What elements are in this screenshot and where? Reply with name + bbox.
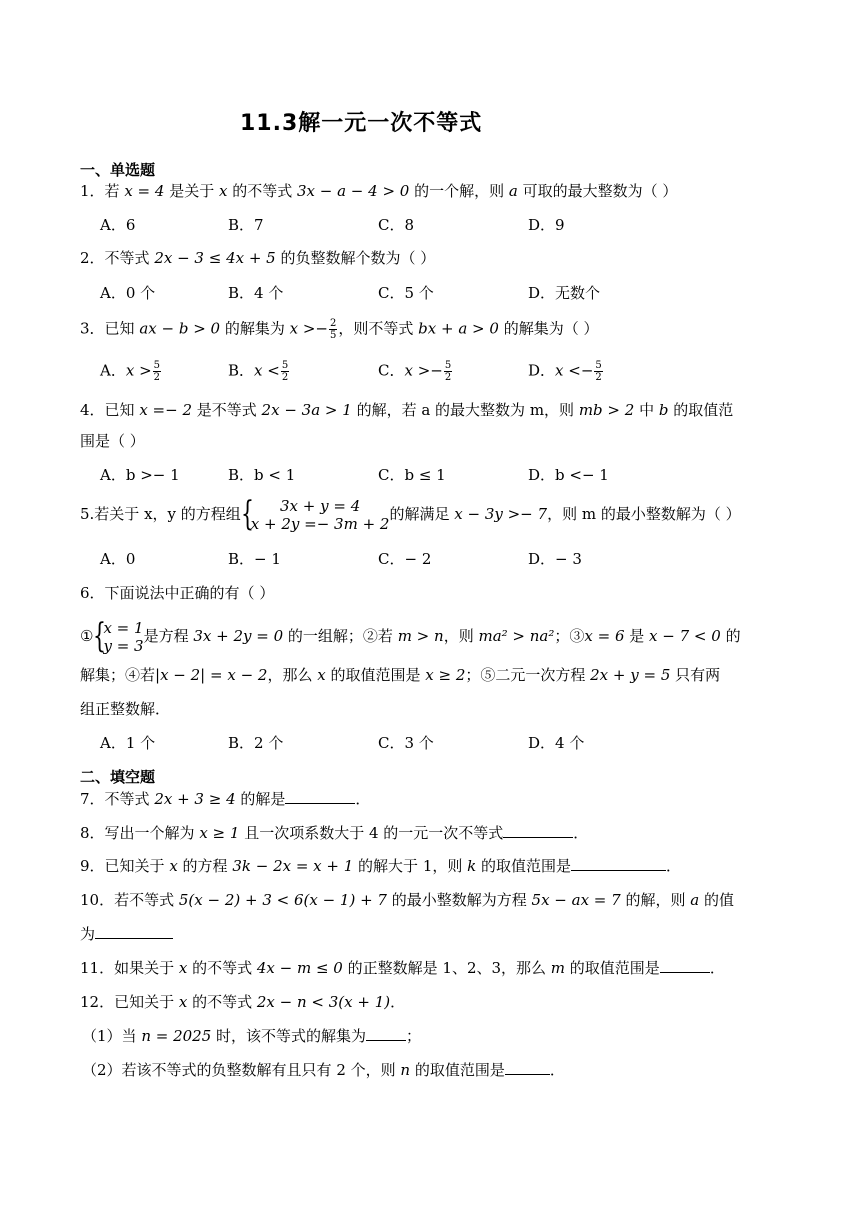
question-6-option-b: B．2 个 bbox=[228, 734, 284, 752]
question-3-option-c bbox=[378, 360, 453, 383]
math-expr: x >− bbox=[289, 319, 328, 338]
math-var: x bbox=[317, 666, 326, 684]
equation-row: x = 1 bbox=[103, 619, 144, 637]
brace-icon: { bbox=[240, 494, 254, 534]
question-3-stem bbox=[80, 318, 598, 341]
math-expr: 2x − 3 ≤ 4x + 5 bbox=[154, 249, 276, 267]
question-3-option-d bbox=[528, 360, 604, 383]
question-6-line3: 组正整数解． bbox=[80, 700, 171, 718]
question-6-option-c: C．3 个 bbox=[378, 734, 434, 752]
text: 的方程 bbox=[177, 857, 233, 875]
math-expr: x =− 2 bbox=[139, 401, 192, 419]
text: ，那么 bbox=[267, 666, 318, 684]
option-label: B． bbox=[228, 361, 255, 380]
math-expr: 2x + 3 ≥ 4 bbox=[154, 790, 236, 808]
question-4-option-b: B．b < 1 bbox=[228, 466, 296, 484]
math-var: x bbox=[169, 857, 178, 875]
text: （2）若该不等式的负整数解有且只有 2 个，则 bbox=[82, 1061, 401, 1079]
fraction-numerator: 5 bbox=[444, 360, 452, 371]
question-10-line2 bbox=[80, 924, 173, 944]
math-var: m bbox=[550, 959, 566, 977]
text: 的不等式 bbox=[227, 182, 297, 200]
answer-blank[interactable] bbox=[503, 823, 573, 838]
fraction bbox=[444, 360, 452, 383]
equation-row: x + 2y =− 3m + 2 bbox=[250, 515, 390, 533]
math-var: b bbox=[658, 401, 669, 419]
math-var: x bbox=[218, 182, 228, 200]
fraction-denominator: 2 bbox=[153, 372, 161, 383]
text: 可取的最大整数为（ ） bbox=[517, 182, 678, 200]
text: 7．不等式 bbox=[80, 790, 155, 808]
text: 的取值范围是 bbox=[565, 959, 660, 977]
question-1-option-b: B．7 bbox=[228, 216, 264, 234]
answer-blank[interactable] bbox=[285, 789, 355, 804]
text: 的取值范围是 bbox=[476, 857, 572, 875]
option-label: C． bbox=[378, 361, 405, 380]
math-var: a bbox=[508, 182, 518, 200]
fraction-denominator: 5 bbox=[330, 330, 337, 341]
text: 为 bbox=[80, 925, 96, 943]
text: ． bbox=[573, 824, 589, 842]
answer-blank[interactable] bbox=[660, 958, 710, 973]
text: 的解，若 a 的最大整数为 m，则 bbox=[351, 401, 579, 419]
option-label: D． bbox=[528, 361, 556, 380]
math-var: k bbox=[467, 857, 477, 875]
question-6-option-d: D．4 个 bbox=[528, 734, 585, 752]
text: （1）当 bbox=[82, 1027, 142, 1045]
math-var: x bbox=[178, 993, 188, 1011]
question-5-stem bbox=[80, 496, 741, 533]
math-expr: x = 6 bbox=[584, 627, 625, 645]
text: 12．已知关于 bbox=[80, 993, 179, 1011]
question-6-line2 bbox=[80, 665, 720, 685]
question-5-option-a: A．0 bbox=[100, 550, 136, 568]
question-9 bbox=[80, 856, 681, 876]
page-title: 11.3解一元一次不等式 bbox=[240, 111, 483, 136]
text: 的取值范 bbox=[668, 401, 734, 419]
question-6-option-a: A．1 个 bbox=[100, 734, 156, 752]
answer-blank[interactable] bbox=[95, 924, 173, 939]
question-6-line1 bbox=[80, 618, 741, 655]
text: 的解集为（ ） bbox=[498, 319, 599, 338]
question-12-part-1 bbox=[82, 1026, 421, 1046]
math-expr: 4x − m ≤ 0 bbox=[256, 959, 343, 977]
math-expr: 3x + 2y = 0 bbox=[193, 627, 284, 645]
fraction bbox=[594, 360, 602, 383]
math-expr: x >− bbox=[404, 361, 443, 380]
text: 的一组解；②若 bbox=[283, 627, 398, 645]
option-label: A． bbox=[100, 361, 126, 380]
question-4-stem-line2: 围是（ ） bbox=[80, 432, 145, 450]
question-11 bbox=[80, 958, 725, 978]
question-2-option-c: C．5 个 bbox=[378, 284, 434, 302]
question-4-option-a: A．b >− 1 bbox=[100, 466, 180, 484]
math-expr: x < bbox=[254, 361, 280, 380]
text: 的解满足 bbox=[389, 505, 455, 523]
math-expr: 2x − 3a > 1 bbox=[261, 401, 352, 419]
text: 中 bbox=[634, 401, 659, 419]
text: ． bbox=[390, 993, 406, 1011]
text: 的正整数解是 1、2、3，那么 bbox=[342, 959, 551, 977]
math-expr: ma² > na² bbox=[478, 627, 555, 645]
text: 9．已知关于 bbox=[80, 857, 170, 875]
question-2-stem bbox=[80, 248, 435, 268]
question-12-part-2 bbox=[82, 1060, 565, 1080]
math-var: a bbox=[690, 891, 700, 909]
text: ① bbox=[80, 627, 94, 645]
math-expr: ax − b > 0 bbox=[139, 319, 221, 338]
text: ，则不等式 bbox=[338, 319, 419, 338]
question-3-option-b bbox=[228, 360, 290, 383]
fraction-denominator: 2 bbox=[444, 372, 452, 383]
text: 11．如果关于 bbox=[80, 959, 179, 977]
question-5-option-b: B．− 1 bbox=[228, 550, 281, 568]
section-heading-single-choice: 一、单选题 bbox=[80, 161, 156, 179]
fraction bbox=[153, 360, 161, 383]
text: ． bbox=[666, 857, 682, 875]
text: 是不等式 bbox=[192, 401, 262, 419]
text: 1．若 bbox=[80, 182, 125, 200]
text: 是方程 bbox=[143, 627, 194, 645]
math-expr: 2x − n < 3(x + 1) bbox=[256, 993, 391, 1011]
text: 的负整数解个数为（ ） bbox=[275, 249, 436, 267]
answer-blank[interactable] bbox=[571, 856, 666, 871]
question-4-stem bbox=[80, 400, 733, 420]
math-expr: m > n bbox=[397, 627, 444, 645]
fraction-denominator: 2 bbox=[281, 372, 289, 383]
text: 4．已知 bbox=[80, 401, 140, 419]
math-expr: x > bbox=[125, 361, 152, 380]
text: 的一个解，则 bbox=[409, 182, 509, 200]
text: 8．写出一个解为 bbox=[80, 824, 200, 842]
text: 的 bbox=[720, 627, 741, 645]
section-heading-fill-in: 二、填空题 bbox=[80, 768, 156, 786]
text: 时，该不等式的解集为 bbox=[211, 1027, 367, 1045]
math-expr: x − 3y >− 7 bbox=[454, 505, 548, 523]
question-6-stem: 6．下面说法中正确的有（ ） bbox=[80, 584, 275, 602]
brace-icon: { bbox=[93, 616, 107, 656]
text: 的解是 bbox=[235, 790, 286, 808]
fraction-numerator: 2 bbox=[330, 318, 337, 329]
fraction-numerator: 5 bbox=[595, 360, 602, 371]
math-expr: x = 4 bbox=[124, 182, 165, 200]
text: 的取值范围是 bbox=[325, 666, 426, 684]
math-expr: 3x − a − 4 > 0 bbox=[296, 182, 410, 200]
text: ． bbox=[355, 790, 371, 808]
math-expr: 5(x − 2) + 3 < 6(x − 1) + 7 bbox=[178, 891, 387, 909]
math-expr: 2x + y = 5 bbox=[590, 666, 671, 684]
math-expr: |x − 2| = x − 2 bbox=[155, 666, 268, 684]
math-expr: 3k − 2x = x + 1 bbox=[232, 857, 354, 875]
fraction bbox=[281, 360, 289, 383]
question-12 bbox=[80, 992, 405, 1012]
text: ； bbox=[406, 1027, 422, 1045]
question-1-stem bbox=[80, 181, 677, 201]
math-expr: x − 7 < 0 bbox=[649, 627, 721, 645]
text: 的不等式 bbox=[187, 993, 257, 1011]
text: 10．若不等式 bbox=[80, 891, 179, 909]
answer-blank[interactable] bbox=[366, 1026, 406, 1041]
fraction-numerator: 5 bbox=[153, 360, 161, 371]
question-3-option-a bbox=[100, 360, 162, 383]
text: 的不等式 bbox=[187, 959, 257, 977]
text: 的取值范围是 bbox=[410, 1061, 505, 1079]
text: ；⑤二元一次方程 bbox=[465, 666, 591, 684]
question-2-option-a: A．0 个 bbox=[100, 284, 156, 302]
equation-row: y = 3 bbox=[103, 637, 144, 655]
question-5-option-d: D．− 3 bbox=[528, 550, 582, 568]
text: ，则 m 的最小整数解为（ ） bbox=[547, 505, 741, 523]
text: 且一次项系数大于 4 的一元一次不等式 bbox=[239, 824, 504, 842]
math-expr: 5x − ax = 7 bbox=[531, 891, 621, 909]
text: 的解，则 bbox=[620, 891, 691, 909]
math-expr: bx + a > 0 bbox=[418, 319, 499, 338]
text: ． bbox=[549, 1061, 565, 1079]
question-2-option-b: B．4 个 bbox=[228, 284, 284, 302]
text: 的最小整数解为方程 bbox=[386, 891, 532, 909]
text: ；③ bbox=[554, 627, 585, 645]
text: 解集；④若 bbox=[80, 666, 156, 684]
text: 的值 bbox=[699, 891, 734, 909]
question-4-option-c: C．b ≤ 1 bbox=[378, 466, 446, 484]
text: 的解集为 bbox=[220, 319, 290, 338]
text: 是关于 bbox=[164, 182, 219, 200]
fraction bbox=[329, 318, 337, 341]
text: 2．不等式 bbox=[80, 249, 155, 267]
question-10 bbox=[80, 890, 734, 910]
question-1-option-c: C．8 bbox=[378, 216, 415, 234]
text: 3．已知 bbox=[80, 319, 140, 338]
text: 是 bbox=[624, 627, 650, 645]
question-2-option-d: D．无数个 bbox=[528, 284, 601, 302]
fraction-denominator: 2 bbox=[595, 372, 602, 383]
text: 5.若关于 x，y 的方程组 bbox=[80, 505, 241, 523]
question-1-option-d: D．9 bbox=[528, 216, 565, 234]
question-5-option-c: C．− 2 bbox=[378, 550, 432, 568]
math-expr: mb > 2 bbox=[578, 401, 635, 419]
text: 的解大于 1，则 bbox=[353, 857, 468, 875]
fraction-numerator: 5 bbox=[281, 360, 289, 371]
question-7 bbox=[80, 789, 370, 809]
question-4-option-d: D．b <− 1 bbox=[528, 466, 609, 484]
math-var: x bbox=[178, 959, 188, 977]
text: ． bbox=[709, 959, 725, 977]
equation-system bbox=[240, 494, 390, 534]
question-1-option-a: A．6 bbox=[100, 216, 136, 234]
math-expr: n = 2025 bbox=[141, 1027, 212, 1045]
text: 只有两 bbox=[670, 666, 721, 684]
math-expr: x <− bbox=[555, 361, 594, 380]
math-var: n bbox=[400, 1061, 411, 1079]
equation-row: 3x + y = 4 bbox=[280, 497, 361, 515]
math-expr: x ≥ 1 bbox=[199, 824, 240, 842]
question-8 bbox=[80, 823, 588, 843]
text: ，则 bbox=[443, 627, 479, 645]
answer-blank[interactable] bbox=[505, 1060, 550, 1075]
math-expr: x ≥ 2 bbox=[425, 666, 466, 684]
equation-system bbox=[93, 616, 144, 656]
